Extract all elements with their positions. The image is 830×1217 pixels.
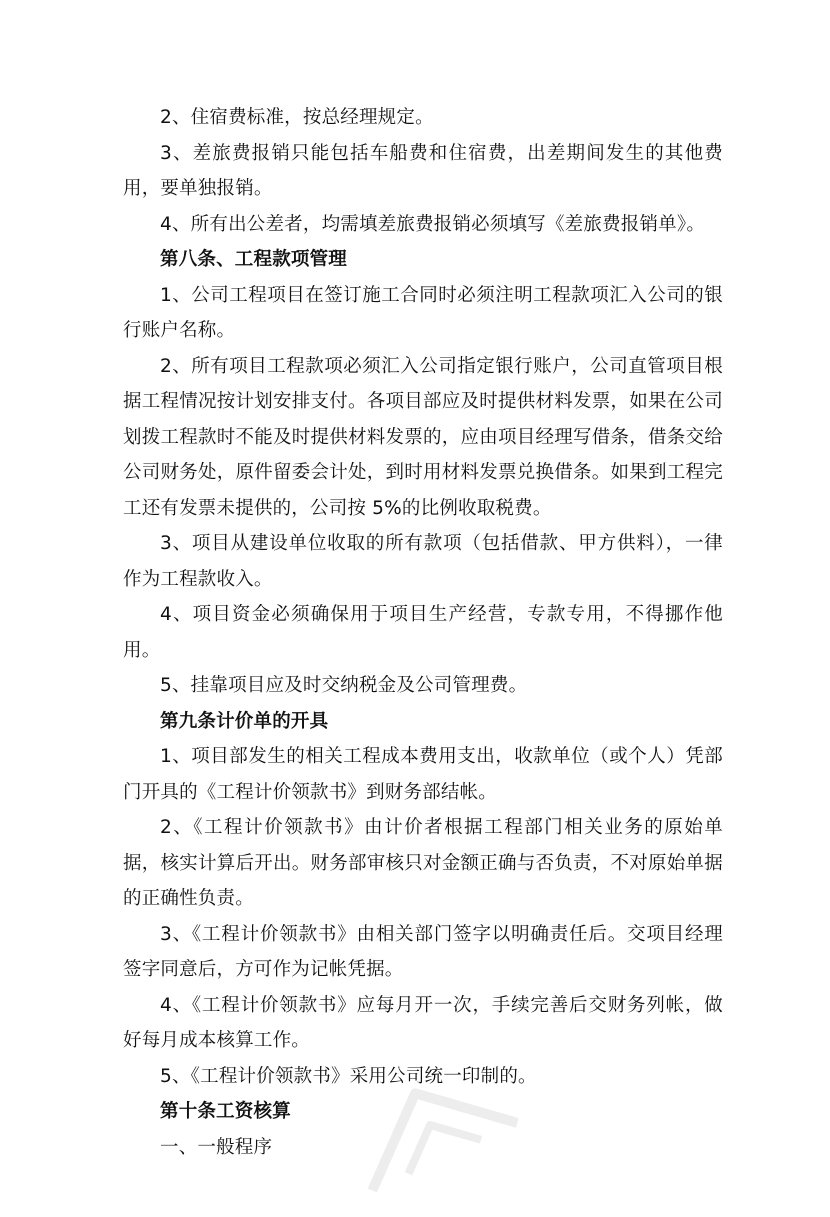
- document-body: [123, 100, 723, 1165]
- paragraph: 1、公司工程项目在签订施工合同时必须注明工程款项汇入公司的银行账户名称。: [123, 284, 723, 341]
- paragraph: 2、《工程计价领款书》由计价者根据工程部门相关业务的原始单据，核实计算后开出。财务部审核只对金额正确与否负责，不对原始单据的正确性负责。: [123, 817, 723, 909]
- paragraph: 4、所有出公差者，均需填差旅费报销必须填写《差旅费报销单》。: [160, 213, 706, 235]
- paragraph: 一、一般程序: [160, 1136, 273, 1158]
- paragraph: 4、《工程计价领款书》应每月开一次，手续完善后交财务列帐，做好每月成本核算工作。: [123, 994, 723, 1051]
- section-heading: 第九条计价单的开具: [160, 710, 329, 732]
- paragraph: 5、挂靠项目应及时交纳税金及公司管理费。: [160, 675, 528, 696]
- paragraph: 2、住宿费标准，按总经理规定。: [160, 107, 434, 128]
- paragraph: 3、差旅费报销只能包括车船费和住宿费，出差期间发生的其他费用，要单独报销。: [123, 142, 723, 199]
- paragraph: 3、《工程计价领款书》由相关部门签字以明确责任后。交项目经理签字同意后，方可作为记帐凭据。: [123, 923, 723, 980]
- paragraph: 4、项目资金必须确保用于项目生产经营，专款专用，不得挪作他用。: [123, 604, 723, 661]
- section-heading: 第八条、工程款项管理: [160, 249, 348, 270]
- paragraph: 2、所有项目工程款项必须汇入公司指定银行账户，公司直管项目根据工程情况按计划安排支付。各项目部应及时提供材料发票，如果在公司划拨工程款时不能及时提供材料发票的，应由项目经理写借条，借条交给公司财务处，原件留委会计处，到时用材料发票兑换借条。如果到工程完工还有发票未提供的，公司按 5%的比例收取税费。: [123, 355, 723, 519]
- section-heading: 第十条工资核算: [160, 1101, 291, 1122]
- paragraph: 1、项目部发生的相关工程成本费用支出，收款单位（或个人）凭部门开具的《工程计价领款书》到财务部结帐。: [123, 746, 723, 803]
- paragraph: 5、《工程计价领款书》采用公司统一印制的。: [160, 1065, 537, 1087]
- paragraph: 3、项目从建设单位收取的所有款项（包括借款、甲方供料），一律作为工程款收入。: [123, 533, 723, 590]
